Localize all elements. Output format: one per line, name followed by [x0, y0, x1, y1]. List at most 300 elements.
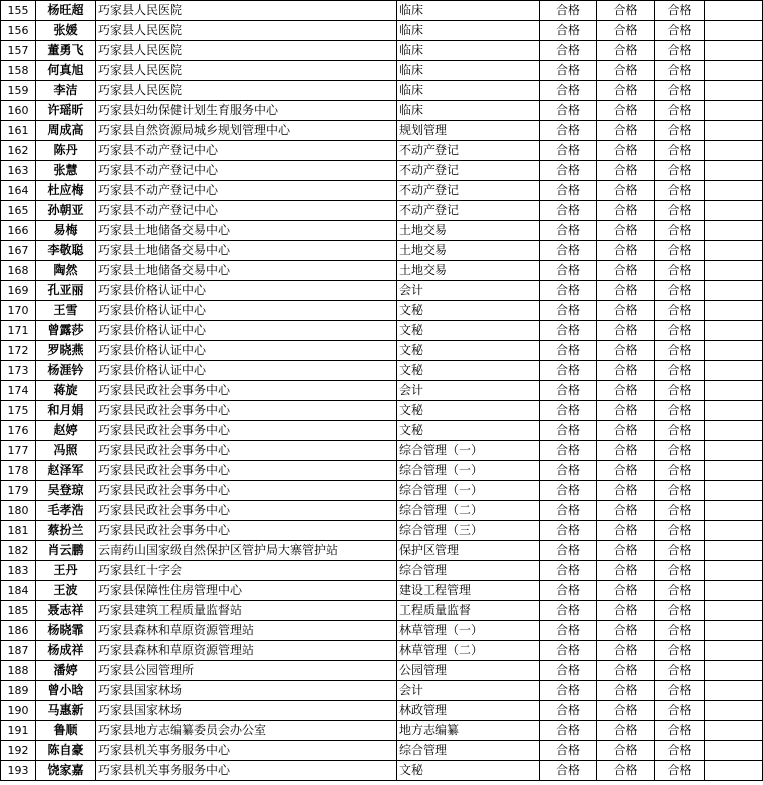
employer-unit: 巧家县红十字会 — [96, 561, 397, 581]
result-1: 合格 — [540, 741, 597, 761]
row-number: 167 — [1, 241, 36, 261]
table-row — [1, 441, 763, 461]
result-1: 合格 — [540, 241, 597, 261]
result-3: 合格 — [655, 261, 705, 281]
table-row — [1, 561, 763, 581]
result-1: 合格 — [540, 521, 597, 541]
position: 不动产登记 — [397, 161, 540, 181]
position: 文秘 — [397, 761, 540, 781]
table-row — [1, 281, 763, 301]
table-row — [1, 361, 763, 381]
employer-unit: 巧家县地方志编纂委员会办公室 — [96, 721, 397, 741]
empty-cell — [705, 521, 763, 541]
position: 文秘 — [397, 301, 540, 321]
result-2: 合格 — [597, 461, 655, 481]
result-1: 合格 — [540, 121, 597, 141]
row-number: 161 — [1, 121, 36, 141]
candidate-name: 孔亚丽 — [36, 281, 96, 301]
employer-unit: 巧家县国家林场 — [96, 681, 397, 701]
candidate-name: 蔡扮兰 — [36, 521, 96, 541]
result-1: 合格 — [540, 161, 597, 181]
row-number: 159 — [1, 81, 36, 101]
row-number: 168 — [1, 261, 36, 281]
position: 文秘 — [397, 401, 540, 421]
result-2: 合格 — [597, 301, 655, 321]
result-2: 合格 — [597, 561, 655, 581]
result-3: 合格 — [655, 601, 705, 621]
result-1: 合格 — [540, 181, 597, 201]
result-3: 合格 — [655, 401, 705, 421]
candidate-name: 赵婷 — [36, 421, 96, 441]
position: 土地交易 — [397, 261, 540, 281]
result-3: 合格 — [655, 521, 705, 541]
employer-unit: 巧家县民政社会事务中心 — [96, 521, 397, 541]
row-number: 158 — [1, 61, 36, 81]
table-row — [1, 41, 763, 61]
table-row — [1, 741, 763, 761]
result-1: 合格 — [540, 41, 597, 61]
row-number: 193 — [1, 761, 36, 781]
employer-unit: 巧家县民政社会事务中心 — [96, 501, 397, 521]
result-3: 合格 — [655, 721, 705, 741]
table-row — [1, 381, 763, 401]
result-2: 合格 — [597, 41, 655, 61]
result-3: 合格 — [655, 61, 705, 81]
row-number: 164 — [1, 181, 36, 201]
row-number: 190 — [1, 701, 36, 721]
result-1: 合格 — [540, 401, 597, 421]
result-2: 合格 — [597, 521, 655, 541]
candidate-name: 杨旺超 — [36, 1, 96, 21]
empty-cell — [705, 601, 763, 621]
result-1: 合格 — [540, 541, 597, 561]
result-2: 合格 — [597, 421, 655, 441]
position: 土地交易 — [397, 221, 540, 241]
result-2: 合格 — [597, 641, 655, 661]
row-number: 165 — [1, 201, 36, 221]
empty-cell — [705, 141, 763, 161]
position: 会计 — [397, 381, 540, 401]
empty-cell — [705, 481, 763, 501]
table-row — [1, 301, 763, 321]
row-number: 174 — [1, 381, 36, 401]
empty-cell — [705, 241, 763, 261]
result-2: 合格 — [597, 81, 655, 101]
result-2: 合格 — [597, 21, 655, 41]
row-number: 170 — [1, 301, 36, 321]
empty-cell — [705, 501, 763, 521]
table-row — [1, 101, 763, 121]
table-row — [1, 341, 763, 361]
employer-unit: 巧家县森林和草原资源管理站 — [96, 641, 397, 661]
result-3: 合格 — [655, 161, 705, 181]
result-3: 合格 — [655, 181, 705, 201]
candidate-name: 陶然 — [36, 261, 96, 281]
result-3: 合格 — [655, 681, 705, 701]
empty-cell — [705, 21, 763, 41]
table-row — [1, 481, 763, 501]
result-1: 合格 — [540, 421, 597, 441]
result-2: 合格 — [597, 401, 655, 421]
employer-unit: 巧家县人民医院 — [96, 61, 397, 81]
position: 文秘 — [397, 421, 540, 441]
empty-cell — [705, 361, 763, 381]
result-1: 合格 — [540, 141, 597, 161]
empty-cell — [705, 561, 763, 581]
table-row — [1, 201, 763, 221]
candidate-name: 罗晓燕 — [36, 341, 96, 361]
result-1: 合格 — [540, 621, 597, 641]
result-2: 合格 — [597, 701, 655, 721]
result-3: 合格 — [655, 661, 705, 681]
position: 临床 — [397, 21, 540, 41]
result-3: 合格 — [655, 561, 705, 581]
table-body — [1, 1, 763, 781]
candidate-name: 许瑶昕 — [36, 101, 96, 121]
result-1: 合格 — [540, 21, 597, 41]
result-1: 合格 — [540, 381, 597, 401]
empty-cell — [705, 641, 763, 661]
result-3: 合格 — [655, 481, 705, 501]
result-2: 合格 — [597, 61, 655, 81]
employer-unit: 巧家县不动产登记中心 — [96, 181, 397, 201]
position: 会计 — [397, 681, 540, 701]
employer-unit: 巧家县民政社会事务中心 — [96, 421, 397, 441]
result-1: 合格 — [540, 361, 597, 381]
empty-cell — [705, 61, 763, 81]
employer-unit: 巧家县人民医院 — [96, 1, 397, 21]
row-number: 173 — [1, 361, 36, 381]
result-3: 合格 — [655, 461, 705, 481]
position: 地方志编纂 — [397, 721, 540, 741]
result-1: 合格 — [540, 261, 597, 281]
result-3: 合格 — [655, 301, 705, 321]
result-1: 合格 — [540, 221, 597, 241]
result-2: 合格 — [597, 321, 655, 341]
position: 临床 — [397, 1, 540, 21]
result-1: 合格 — [540, 701, 597, 721]
position: 林草管理（二） — [397, 641, 540, 661]
table-row — [1, 701, 763, 721]
position: 综合管理（一） — [397, 481, 540, 501]
employer-unit: 云南药山国家级自然保护区管护局大寨管护站 — [96, 541, 397, 561]
row-number: 162 — [1, 141, 36, 161]
result-1: 合格 — [540, 501, 597, 521]
table-row — [1, 601, 763, 621]
candidate-name: 王波 — [36, 581, 96, 601]
position: 临床 — [397, 41, 540, 61]
result-3: 合格 — [655, 381, 705, 401]
result-2: 合格 — [597, 261, 655, 281]
employer-unit: 巧家县价格认证中心 — [96, 321, 397, 341]
empty-cell — [705, 381, 763, 401]
row-number: 188 — [1, 661, 36, 681]
table-row — [1, 401, 763, 421]
result-3: 合格 — [655, 501, 705, 521]
result-2: 合格 — [597, 661, 655, 681]
result-2: 合格 — [597, 381, 655, 401]
candidate-name: 杨涯钤 — [36, 361, 96, 381]
empty-cell — [705, 681, 763, 701]
table-row — [1, 221, 763, 241]
table-row — [1, 81, 763, 101]
employer-unit: 巧家县森林和草原资源管理站 — [96, 621, 397, 641]
position: 文秘 — [397, 321, 540, 341]
result-2: 合格 — [597, 681, 655, 701]
row-number: 178 — [1, 461, 36, 481]
result-3: 合格 — [655, 361, 705, 381]
result-1: 合格 — [540, 441, 597, 461]
row-number: 163 — [1, 161, 36, 181]
employer-unit: 巧家县价格认证中心 — [96, 341, 397, 361]
employer-unit: 巧家县土地储备交易中心 — [96, 241, 397, 261]
employer-unit: 巧家县自然资源局城乡规划管理中心 — [96, 121, 397, 141]
employer-unit: 巧家县机关事务服务中心 — [96, 741, 397, 761]
table-row — [1, 621, 763, 641]
result-3: 合格 — [655, 761, 705, 781]
position: 临床 — [397, 61, 540, 81]
employer-unit: 巧家县保障性住房管理中心 — [96, 581, 397, 601]
position: 林政管理 — [397, 701, 540, 721]
position: 综合管理（一） — [397, 461, 540, 481]
result-1: 合格 — [540, 461, 597, 481]
result-3: 合格 — [655, 241, 705, 261]
row-number: 175 — [1, 401, 36, 421]
position: 综合管理（三） — [397, 521, 540, 541]
table-row — [1, 521, 763, 541]
result-1: 合格 — [540, 561, 597, 581]
candidate-name: 鲁顺 — [36, 721, 96, 741]
employer-unit: 巧家县民政社会事务中心 — [96, 401, 397, 421]
candidate-name: 吴登琼 — [36, 481, 96, 501]
position: 文秘 — [397, 341, 540, 361]
employer-unit: 巧家县土地储备交易中心 — [96, 261, 397, 281]
row-number: 185 — [1, 601, 36, 621]
row-number: 169 — [1, 281, 36, 301]
table-row — [1, 761, 763, 781]
row-number: 177 — [1, 441, 36, 461]
result-2: 合格 — [597, 341, 655, 361]
result-1: 合格 — [540, 61, 597, 81]
employer-unit: 巧家县人民医院 — [96, 41, 397, 61]
employer-unit: 巧家县土地储备交易中心 — [96, 221, 397, 241]
row-number: 180 — [1, 501, 36, 521]
empty-cell — [705, 1, 763, 21]
position: 建设工程管理 — [397, 581, 540, 601]
row-number: 176 — [1, 421, 36, 441]
result-1: 合格 — [540, 681, 597, 701]
candidate-name: 王雪 — [36, 301, 96, 321]
result-2: 合格 — [597, 241, 655, 261]
result-2: 合格 — [597, 121, 655, 141]
result-3: 合格 — [655, 221, 705, 241]
employer-unit: 巧家县公园管理所 — [96, 661, 397, 681]
result-2: 合格 — [597, 281, 655, 301]
result-3: 合格 — [655, 621, 705, 641]
empty-cell — [705, 401, 763, 421]
employer-unit: 巧家县不动产登记中心 — [96, 141, 397, 161]
result-2: 合格 — [597, 501, 655, 521]
table-row — [1, 541, 763, 561]
result-2: 合格 — [597, 441, 655, 461]
position: 文秘 — [397, 361, 540, 381]
result-3: 合格 — [655, 101, 705, 121]
empty-cell — [705, 441, 763, 461]
row-number: 171 — [1, 321, 36, 341]
result-3: 合格 — [655, 201, 705, 221]
result-2: 合格 — [597, 541, 655, 561]
candidate-name: 周成高 — [36, 121, 96, 141]
result-1: 合格 — [540, 281, 597, 301]
result-3: 合格 — [655, 421, 705, 441]
candidate-name: 陈自豪 — [36, 741, 96, 761]
position: 综合管理 — [397, 561, 540, 581]
table-row — [1, 161, 763, 181]
result-2: 合格 — [597, 741, 655, 761]
employer-unit: 巧家县民政社会事务中心 — [96, 481, 397, 501]
candidate-name: 陈丹 — [36, 141, 96, 161]
result-2: 合格 — [597, 621, 655, 641]
result-1: 合格 — [540, 581, 597, 601]
empty-cell — [705, 81, 763, 101]
row-number: 186 — [1, 621, 36, 641]
employer-unit: 巧家县人民医院 — [96, 21, 397, 41]
candidate-name: 毛孝浩 — [36, 501, 96, 521]
position: 保护区管理 — [397, 541, 540, 561]
empty-cell — [705, 621, 763, 641]
result-2: 合格 — [597, 221, 655, 241]
candidate-name: 冯照 — [36, 441, 96, 461]
employer-unit: 巧家县国家林场 — [96, 701, 397, 721]
result-1: 合格 — [540, 101, 597, 121]
candidate-name: 杨成祥 — [36, 641, 96, 661]
empty-cell — [705, 281, 763, 301]
table-row — [1, 581, 763, 601]
result-1: 合格 — [540, 301, 597, 321]
row-number: 184 — [1, 581, 36, 601]
row-number: 181 — [1, 521, 36, 541]
empty-cell — [705, 581, 763, 601]
row-number: 156 — [1, 21, 36, 41]
position: 工程质量监督 — [397, 601, 540, 621]
result-2: 合格 — [597, 1, 655, 21]
empty-cell — [705, 541, 763, 561]
employer-unit: 巧家县不动产登记中心 — [96, 161, 397, 181]
result-1: 合格 — [540, 481, 597, 501]
table-row — [1, 461, 763, 481]
employer-unit: 巧家县民政社会事务中心 — [96, 381, 397, 401]
empty-cell — [705, 341, 763, 361]
result-1: 合格 — [540, 321, 597, 341]
position: 不动产登记 — [397, 141, 540, 161]
position: 综合管理（二） — [397, 501, 540, 521]
table-row — [1, 681, 763, 701]
candidate-name: 曾露莎 — [36, 321, 96, 341]
result-3: 合格 — [655, 641, 705, 661]
candidate-name: 李敬聪 — [36, 241, 96, 261]
position: 会计 — [397, 281, 540, 301]
candidate-name: 饶家嘉 — [36, 761, 96, 781]
result-2: 合格 — [597, 721, 655, 741]
position: 土地交易 — [397, 241, 540, 261]
empty-cell — [705, 701, 763, 721]
candidate-name: 杜应梅 — [36, 181, 96, 201]
result-3: 合格 — [655, 41, 705, 61]
result-3: 合格 — [655, 581, 705, 601]
result-3: 合格 — [655, 541, 705, 561]
empty-cell — [705, 221, 763, 241]
employer-unit: 巧家县价格认证中心 — [96, 301, 397, 321]
result-3: 合格 — [655, 1, 705, 21]
empty-cell — [705, 321, 763, 341]
row-number: 166 — [1, 221, 36, 241]
result-3: 合格 — [655, 701, 705, 721]
candidate-name: 蒋旋 — [36, 381, 96, 401]
employer-unit: 巧家县价格认证中心 — [96, 281, 397, 301]
position: 不动产登记 — [397, 201, 540, 221]
candidate-name: 潘婷 — [36, 661, 96, 681]
table-row — [1, 21, 763, 41]
candidate-name: 张媛 — [36, 21, 96, 41]
empty-cell — [705, 161, 763, 181]
table-row — [1, 61, 763, 81]
row-number: 179 — [1, 481, 36, 501]
empty-cell — [705, 761, 763, 781]
employer-unit: 巧家县不动产登记中心 — [96, 201, 397, 221]
empty-cell — [705, 181, 763, 201]
row-number: 183 — [1, 561, 36, 581]
empty-cell — [705, 261, 763, 281]
result-2: 合格 — [597, 161, 655, 181]
result-2: 合格 — [597, 361, 655, 381]
position: 临床 — [397, 81, 540, 101]
employer-unit: 巧家县建筑工程质量监督站 — [96, 601, 397, 621]
result-2: 合格 — [597, 481, 655, 501]
result-1: 合格 — [540, 1, 597, 21]
candidate-name: 何真旭 — [36, 61, 96, 81]
table-row — [1, 421, 763, 441]
candidate-name: 肖云鹏 — [36, 541, 96, 561]
empty-cell — [705, 121, 763, 141]
candidate-name: 易梅 — [36, 221, 96, 241]
result-3: 合格 — [655, 281, 705, 301]
row-number: 182 — [1, 541, 36, 561]
position: 综合管理 — [397, 741, 540, 761]
result-2: 合格 — [597, 101, 655, 121]
result-3: 合格 — [655, 141, 705, 161]
empty-cell — [705, 741, 763, 761]
result-3: 合格 — [655, 441, 705, 461]
result-1: 合格 — [540, 341, 597, 361]
employer-unit: 巧家县价格认证中心 — [96, 361, 397, 381]
result-1: 合格 — [540, 601, 597, 621]
table-row — [1, 241, 763, 261]
table-row — [1, 181, 763, 201]
result-2: 合格 — [597, 181, 655, 201]
table-row — [1, 721, 763, 741]
position: 不动产登记 — [397, 181, 540, 201]
candidate-name: 张慧 — [36, 161, 96, 181]
table-row — [1, 1, 763, 21]
empty-cell — [705, 201, 763, 221]
table-row — [1, 501, 763, 521]
candidate-name: 和月娟 — [36, 401, 96, 421]
empty-cell — [705, 41, 763, 61]
position: 公园管理 — [397, 661, 540, 681]
result-2: 合格 — [597, 581, 655, 601]
table-row — [1, 261, 763, 281]
result-2: 合格 — [597, 761, 655, 781]
